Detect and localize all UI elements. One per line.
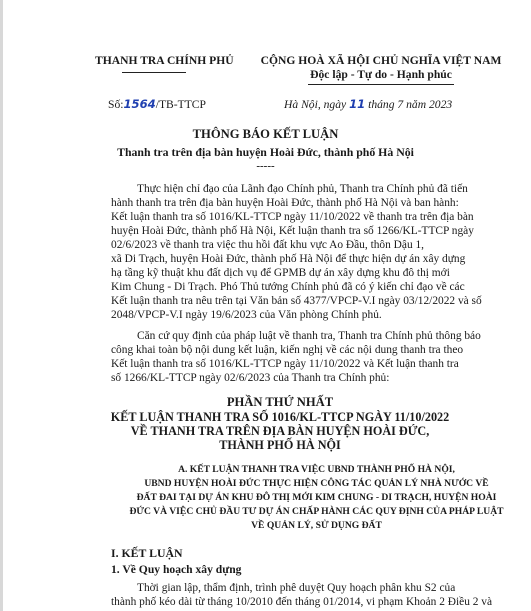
heading-planning: 1. Về Quy hoạch xây dựng <box>111 563 242 576</box>
handwritten-number: 1564 <box>123 97 156 111</box>
national-title: CỘNG HOÀ XÃ HỘI CHỦ NGHĨA VIỆT NAM <box>260 54 502 67</box>
doc-title: THÔNG BÁO KẾT LUẬN <box>192 127 339 141</box>
page-binding-edge <box>0 0 3 611</box>
national-motto: Độc lập - Tự do - Hạnh phúc <box>310 68 452 81</box>
heading-conclusion: I. KẾT LUẬN <box>111 546 183 560</box>
agency-underline <box>122 72 186 73</box>
document-number: Số:1564/TB-TTCP <box>108 97 206 111</box>
motto-underline <box>308 84 454 85</box>
part-line-3: THÀNH PHỐ HÀ NỘI <box>219 438 341 452</box>
handwritten-day: 11 <box>349 97 366 111</box>
issuing-agency: THANH TRA CHÍNH PHỦ <box>95 54 234 67</box>
part-line-2: VỀ THANH TRA TRÊN ĐỊA BÀN HUYỆN HOÀI ĐỨC, <box>130 424 430 438</box>
part-line-1: KẾT LUẬN THANH TRA SỐ 1016/KL-TTCP NGÀY 11/10/2022 <box>110 410 450 424</box>
doc-subtitle: Thanh tra trên địa bàn huyện Hoài Đức, thành phố Hà Nội <box>117 145 414 159</box>
title-separator: ----- <box>256 160 275 172</box>
part-title: PHẦN THỨ NHẤT <box>226 395 334 409</box>
document-page: THANH TRA CHÍNH PHỦ CỘNG HOÀ XÃ HỘI CHỦ NGHĨA VIỆT NAM Độc lập - Tự do - Hạnh phúc Số:1564/TB-TTCP Hà Nội, ngày 11 tháng 7 năm 2023 THÔNG BÁO KẾT LUẬN Thanh tra trên địa bàn huyện Hoài Đức, thành phố Hà Nội ----- Thực hiện chỉ đạo của Lãnh đạo Chính phủ, Thanh tra Chính phủ đã tiến hành thanh tra trên địa bàn huyện Hoài Đức, thành phố Hà Nội và ban hành: Kết luận thanh tra số 1016/KL-TTCP ngày 11/10/2022 về thanh tra trên địa bàn huyện Hoài Đức, thành phố Hà Nội, Kết luận thanh tra số 1266/KL-TTCP ngày 02/6/2023 về thanh tra việc thu hồi đất khu vực Ao Đầu, thôn Dậu 1, xã Di Trạch, huyện Hoài Đức, thành phố Hà Nội để thực hiện dự án xây dựng hạ tầng kỹ thuật khu đất dịch vụ để GPMB dự án xây dựng khu đô thị mới Kim Chung - Di Trạch. Phó Thủ tướng Chính phủ đã có ý kiến chỉ đạo về các Kết luận thanh tra nêu trên tại Văn bản số 4377/VPCP-V.I ngày 03/12/2022 và số 2048/VPCP-V.I ngày 19/6/2023 của Văn phòng Chính phủ. Căn cứ quy định của pháp luật về thanh tra, Thanh tra Chính phủ thông báo công khai toàn bộ nội dung kết luận, kiến nghị về các nội dung thanh tra theo Kết luận thanh tra số 1016/KL-TTCP ngày 11/10/2022 và Kết luận thanh tra số 1266/KL-TTCP ngày 02/6/2023 của Thanh tra Chính phủ: PHẦN THỨ NHẤT KẾT LUẬN THANH TRA SỐ 1016/KL-TTCP NGÀY 11/10/2022 VỀ THANH TRA TRÊN ĐỊA BÀN HUYỆN HOÀI ĐỨC, THÀNH PHỐ HÀ NỘI A. KẾT LUẬN THANH TRA VIỆC UBND THÀNH PHỐ HÀ NỘI, UBND HUYỆN HOÀI ĐỨC THỰC HIỆN CÔNG TÁC QUẢN LÝ NHÀ NƯỚC VỀ ĐẤT ĐAI TẠI DỰ ÁN KHU ĐÔ THỊ MỚI KIM CHUNG - DI TRẠCH, HUYỆN HOÀI ĐỨC VÀ VIỆC CHỦ ĐẦU TƯ DỰ ÁN CHẤP HÀNH CÁC QUY ĐỊNH CỦA PHÁP LUẬT VỀ QUẢN LÝ, SỬ DỤNG ĐẤT I. KẾT LUẬN 1. Về Quy hoạch xây dựng Thời gian lập, thẩm định, trình phê duyệt Quy hoạch phân khu S2 của thành phố kéo dài từ tháng 10/2010 đến tháng 01/2014, vi phạm Khoản 2 Điều 2 và <box>0 0 531 611</box>
document-date: Hà Nội, ngày 11 tháng 7 năm 2023 <box>284 97 453 111</box>
